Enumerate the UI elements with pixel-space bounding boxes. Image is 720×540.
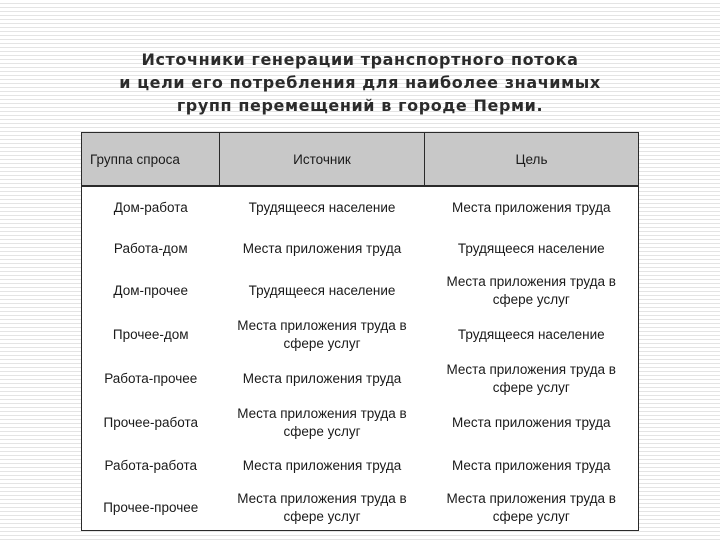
cell-target: Места приложения труда [425,186,639,228]
table-header-row [82,133,639,187]
cell-source: Места приложения труда [220,228,425,269]
title-line-1: Источники генерации транспортного потока [141,50,579,69]
cell-source: Места приложения труда в сфере услуг [220,401,425,445]
table-row [82,186,639,228]
table-row [82,313,639,357]
cell-group: Прочее-дом [82,313,220,357]
cell-group: Прочее-прочее [82,486,220,531]
table-row [82,401,639,445]
cell-target: Места приложения труда в сфере услуг [425,357,639,401]
table-row [82,269,639,313]
cell-group: Дом-прочее [82,269,220,313]
cell-target: Трудящееся население [425,313,639,357]
cell-group: Работа-прочее [82,357,220,401]
header-target: Цель [425,133,639,187]
cell-group: Прочее-работа [82,401,220,445]
cell-target: Места приложения труда в сфере услуг [425,269,639,313]
header-group: Группа спроса [82,133,220,187]
table-row [82,228,639,269]
cell-source: Места приложения труда в сфере услуг [220,313,425,357]
table-row [82,445,639,486]
demand-groups-table [81,132,639,531]
cell-target: Места приложения труда [425,401,639,445]
title-line-3: групп перемещений в городе Перми. [176,96,544,115]
cell-source: Места приложения труда [220,445,425,486]
table-row [82,486,639,531]
cell-target: Трудящееся население [425,228,639,269]
cell-source: Места приложения труда в сфере услуг [220,486,425,531]
cell-group: Работа-работа [82,445,220,486]
cell-source: Места приложения труда [220,357,425,401]
cell-group: Работа-дом [82,228,220,269]
cell-source: Трудящееся население [220,269,425,313]
cell-target: Места приложения труда в сфере услуг [425,486,639,531]
cell-group: Дом-работа [82,186,220,228]
title-line-2: и цели его потребления для наиболее значимых [119,73,601,92]
cell-target: Места приложения труда [425,445,639,486]
header-source: Источник [220,133,425,187]
slide-title [60,48,660,117]
table-row [82,357,639,401]
cell-source: Трудящееся население [220,186,425,228]
